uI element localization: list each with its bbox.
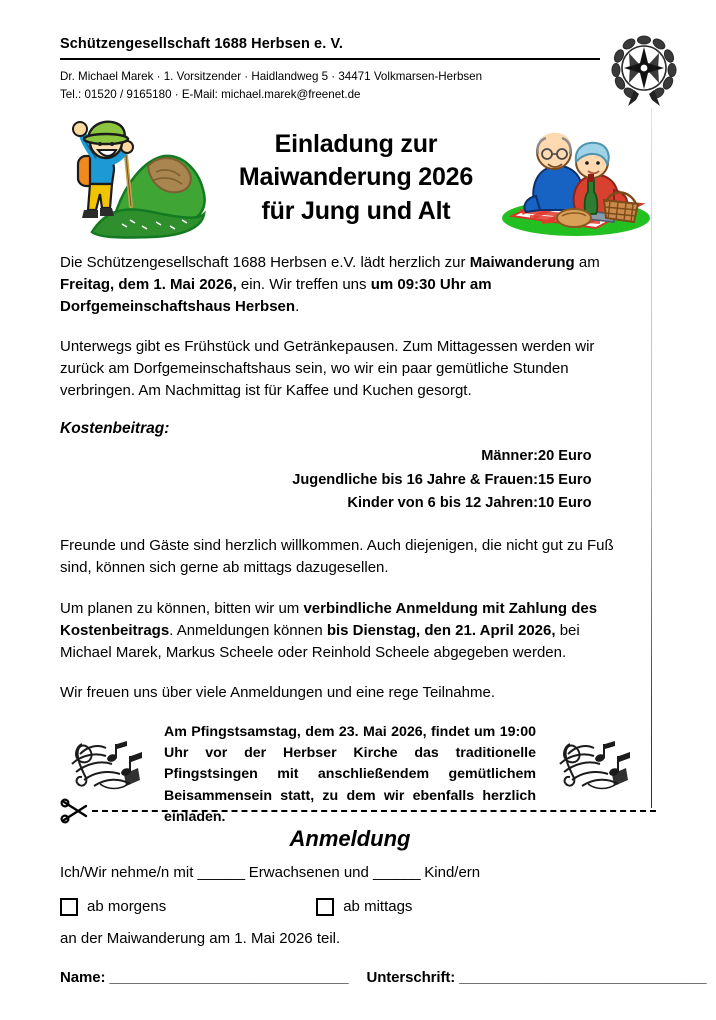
checkbox-ab-mittags[interactable] xyxy=(316,898,334,916)
checkbox-ab-morgens[interactable] xyxy=(60,898,78,916)
picnic-couple-illustration xyxy=(492,118,656,238)
price-label: Männer: xyxy=(481,447,538,464)
paragraph-registration-info xyxy=(60,598,634,664)
reg-bold-binding: verbindliche Anmeldung mit Zahlung des Kostenbeitrags xyxy=(60,599,598,639)
invite-text-2: am xyxy=(574,254,600,271)
registration-form xyxy=(60,862,707,986)
reg-text-2: . Anmeldungen können xyxy=(169,621,327,639)
title-band xyxy=(52,112,656,240)
price-label: Jugendliche bis 16 Jahre & Frauen: xyxy=(292,471,538,488)
letterhead-divider xyxy=(60,58,600,60)
club-emblem-icon xyxy=(606,30,682,108)
scissors-icon xyxy=(60,798,90,824)
address-line: Dr. Michael Marek · 1. Vorsitzender · Haidlandweg 5 · 34471 Volkmarsen-Herbsen xyxy=(60,70,483,84)
contact-block xyxy=(60,68,656,104)
table-row xyxy=(60,444,634,468)
participants-mid: Erwachsenen und xyxy=(244,864,374,881)
participants-suffix: Kind/ern xyxy=(420,864,481,881)
price-table xyxy=(60,444,634,515)
contact-line: Tel.: 01520 / 9165180 · E-Mail: michael.marek@freenet.de xyxy=(60,88,361,102)
signature-input-line[interactable]: ______________________________ xyxy=(459,968,707,986)
price-value: 15 Euro xyxy=(538,471,592,488)
invite-bold-meeting: um 09:30 Uhr am Dorfgemeinschaftshaus Herbsen xyxy=(60,276,492,316)
paragraph-guests: Freunde und Gäste sind herzlich willkommen. Auch diejenigen, die nicht gut zu Fuß sind, können sich gerne ab mittags dazugesellen. xyxy=(60,537,614,577)
page-title xyxy=(220,128,492,228)
option-label: ab morgens xyxy=(87,898,167,915)
music-notes-icon xyxy=(552,728,638,794)
price-value: 20 Euro xyxy=(538,447,592,464)
participants-prefix: Ich/Wir nehme/n mit xyxy=(60,864,198,881)
signature-row xyxy=(60,968,707,986)
letterhead xyxy=(60,36,656,104)
invite-bold-date: Freitag, dem 1. Mai 2026, xyxy=(60,276,237,294)
reg-bold-deadline: bis Dienstag, den 21. April 2026, xyxy=(326,621,556,639)
price-value: 10 Euro xyxy=(538,495,592,512)
title-line-3: für Jung und Alt xyxy=(261,196,451,225)
pfingsten-text: Am Pfingstsamstag, dem 23. Mai 2026, findet um 19:00 Uhr vor der Herbser Kirche das traditionelle Pfingstsingen mit anschließendem gemütlichem Beisammensein statt, zu dem wir ebenfalls herzlich einladen. xyxy=(164,723,536,825)
invite-bold-event: Maiwanderung xyxy=(469,254,575,271)
invite-text-4: . xyxy=(295,298,300,316)
time-option-row xyxy=(60,898,656,916)
name-input-line[interactable]: _____________________________ xyxy=(109,968,349,986)
adults-blank-field[interactable]: ______ xyxy=(197,864,245,881)
title-line-1: Einladung zur xyxy=(274,130,438,158)
table-row xyxy=(60,468,634,492)
pfingsten-notice xyxy=(60,722,634,825)
music-notes-icon xyxy=(64,728,150,794)
paragraph-schedule: Unterwegs gibt es Frühstück und Getränkepausen. Zum Mittagessen werden wir zurück am Dorfgemeinschaftshaus sein, wo wir ein paar gemütliche Stunden verbringen. Am Nachmittag ist für Kaffee und Kuchen gesorgt. xyxy=(60,338,595,400)
organization-name: Schützengesellschaft 1688 Herbsen e. V. xyxy=(60,36,344,52)
registration-title: Anmeldung xyxy=(289,826,411,851)
name-label: Name: xyxy=(60,968,106,986)
body-copy xyxy=(60,252,634,825)
invite-text-1: Die Schützengesellschaft 1688 Herbsen e.V. lädt herzlich zur xyxy=(60,254,470,271)
table-row xyxy=(60,492,634,516)
participants-line xyxy=(60,862,656,885)
option-label: ab mittags xyxy=(343,898,413,915)
participation-line: an der Maiwanderung am 1. Mai 2026 teil. xyxy=(60,929,341,947)
hiker-illustration xyxy=(52,114,218,240)
cost-heading: Kostenbeitrag: xyxy=(60,420,170,438)
paragraph-invitation xyxy=(60,252,634,318)
reg-text-3: bei Michael Marek, Markus Scheele oder Reinhold Scheele abgegeben werden. xyxy=(60,621,580,661)
price-label: Kinder von 6 bis 12 Jahren: xyxy=(347,495,538,512)
reg-text-1: Um planen zu können, bitten wir um xyxy=(60,599,304,617)
children-blank-field[interactable]: ______ xyxy=(373,864,421,881)
title-line-2: Maiwanderung 2026 xyxy=(238,163,474,192)
signature-label: Unterschrift: xyxy=(366,968,456,986)
dashed-rule xyxy=(92,810,656,812)
option-ab-morgens[interactable] xyxy=(60,898,166,916)
paragraph-closing: Wir freuen uns über viele Anmeldungen und eine rege Teilnahme. xyxy=(60,683,495,701)
option-ab-mittags[interactable] xyxy=(316,898,412,916)
invite-text-3: ein. Wir treffen uns xyxy=(236,276,371,294)
cut-line xyxy=(60,798,656,824)
